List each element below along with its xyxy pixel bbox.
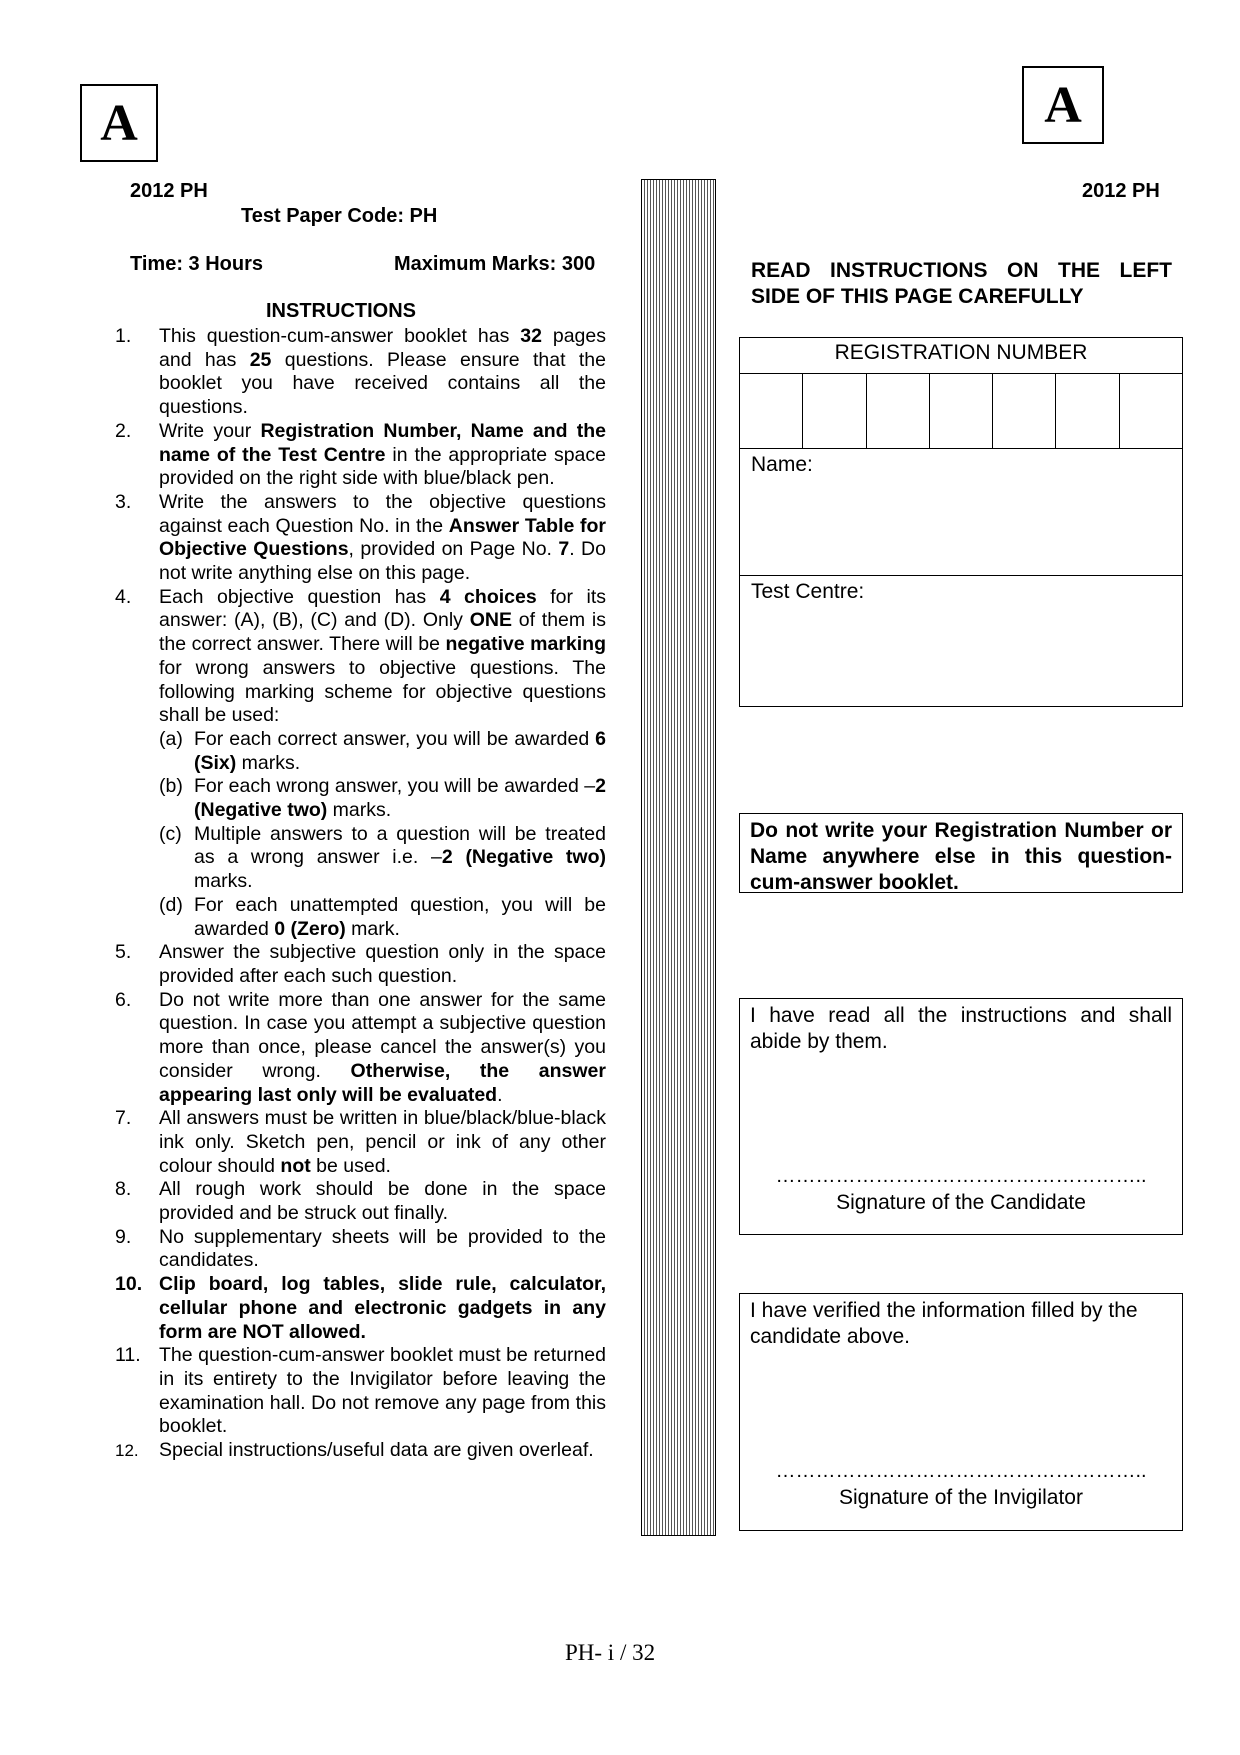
instruction-2: 2. Write your Registration Number, Name and the name of the Test Centre in the appropriate space provided on the right side with blue/black pen. (115, 419, 606, 490)
instruction-1: 1. This question-cum-answer booklet has 32 pages and has 25 questions. Please ensure that the booklet you have received contains all the questions. (115, 325, 606, 419)
instruction-7: 7. All answers must be written in blue/black/blue-black ink only. Sketch pen, pencil or ink of any other colour should not be used. (115, 1107, 606, 1177)
instruction-9: 9. No supplementary sheets will be provided to the candidates. (115, 1225, 606, 1272)
reg-digit-cell[interactable] (1056, 374, 1119, 448)
instructions-heading: INSTRUCTIONS (266, 300, 416, 322)
instruction-4c: (c) Multiple answers to a question will be treated as a wrong answer i.e. –2 (Negative two) marks. (159, 822, 607, 893)
registration-form (739, 337, 1183, 707)
invigilator-declaration: I have verified the information filled by the candidate above. (750, 1299, 1138, 1348)
instruction-4a: (a) For each correct answer, you will be awarded 6 (Six) marks. (159, 727, 606, 774)
instruction-4b: (b) For each wrong answer, you will be awarded –2 (Negative two) marks. (159, 775, 606, 822)
test-centre-field[interactable] (740, 576, 1182, 608)
binding-stripe (641, 179, 716, 1536)
warning-notice: Do not write your Registration Number or Name anywhere else in this question-cum-answer booklet. (739, 813, 1183, 893)
reg-digit-cell[interactable] (993, 374, 1056, 448)
instruction-6: 6. Do not write more than one answer for the same question. In case you attempt a subjective question more than once, please cancel the answer(s) you consider wrong. Otherwise, the answer appearing last only will be evaluated. (115, 988, 606, 1106)
read-instructions-notice: READ INSTRUCTIONS ON THE LEFT SIDE OF THIS PAGE CAREFULLY (751, 259, 1172, 308)
reg-digit-cell[interactable] (803, 374, 866, 448)
instruction-3: 3. Write the answers to the objective questions against each Question No. in the Answer Table for Objective Questions, provided on Page No. 7. Do not write anything else on this page. (115, 490, 606, 585)
instruction-8: 8. All rough work should be done in the space provided and be struck out finally. (115, 1178, 606, 1225)
reg-digit-cell[interactable] (740, 374, 803, 448)
booklet-code-box-right: A (1022, 66, 1104, 144)
reg-digit-cell[interactable] (867, 374, 930, 448)
candidate-declaration-box (739, 998, 1183, 1235)
instruction-4d: (d) For each unattempted question, you will be awarded 0 (Zero) mark. (159, 893, 606, 940)
paper-code-right: 2012 PH (1082, 180, 1160, 202)
candidate-declaration: I have read all the instructions and shall abide by them. (750, 1004, 1172, 1053)
paper-code-left: 2012 PH (130, 180, 208, 202)
invigilator-signature-label: Signature of the Invigilator (839, 1486, 1083, 1509)
candidate-signature-line[interactable]: ……………………………………………….. (775, 1165, 1147, 1187)
instructions-list (115, 325, 606, 1463)
invigilator-declaration-box (739, 1293, 1183, 1531)
time-allowed: Time: 3 Hours (130, 253, 263, 275)
invigilator-signature-line[interactable]: ……………………………………………….. (775, 1460, 1147, 1482)
instruction-5: 5. Answer the subjective question only in the space provided after each such question. (115, 941, 606, 987)
reg-digit-cell[interactable] (1120, 374, 1182, 448)
test-centre-label: Test Centre: (751, 580, 865, 603)
maximum-marks: Maximum Marks: 300 (394, 253, 596, 275)
reg-digit-cell[interactable] (930, 374, 993, 448)
registration-number-label: REGISTRATION NUMBER (740, 338, 1182, 374)
name-field[interactable] (740, 449, 1182, 576)
registration-number-cells (740, 374, 1182, 449)
instruction-12: 12. Special instructions/useful data are given overleaf. (115, 1439, 594, 1462)
instruction-4: 4. Each objective question has 4 choices for its answer: (A), (B), (C) and (D). Only ONE of them is the correct answer. There will be negative marking for wrong answers to objective questions. The following marking scheme for objective questions shall be used: (a) For each correct answer, you will be awarded 6 (Six) marks. (b) For each wrong answer, you will be awarded –2 (Negative two) marks. (c) Multiple answers to a question will be treated as a wrong answer i.e. –2 (Negative two) marks. (d) For each unattempted question, you will be awarded 0 (Zero) mark. (115, 585, 607, 940)
booklet-code-box-left: A (80, 84, 158, 162)
candidate-signature-label: Signature of the Candidate (836, 1191, 1086, 1214)
instruction-10: 10. Clip board, log tables, slide rule, calculator, cellular phone and electronic gadgets in any form are NOT allowed. (115, 1273, 606, 1343)
test-paper-code: Test Paper Code: PH (241, 205, 438, 227)
page-number: PH- i / 32 (565, 1640, 656, 1665)
name-label: Name: (751, 453, 813, 476)
instruction-11: 11. The question-cum-answer booklet must be returned in its entirety to the Invigilator before leaving the examination hall. Do not remove any page from this booklet. (115, 1344, 606, 1438)
